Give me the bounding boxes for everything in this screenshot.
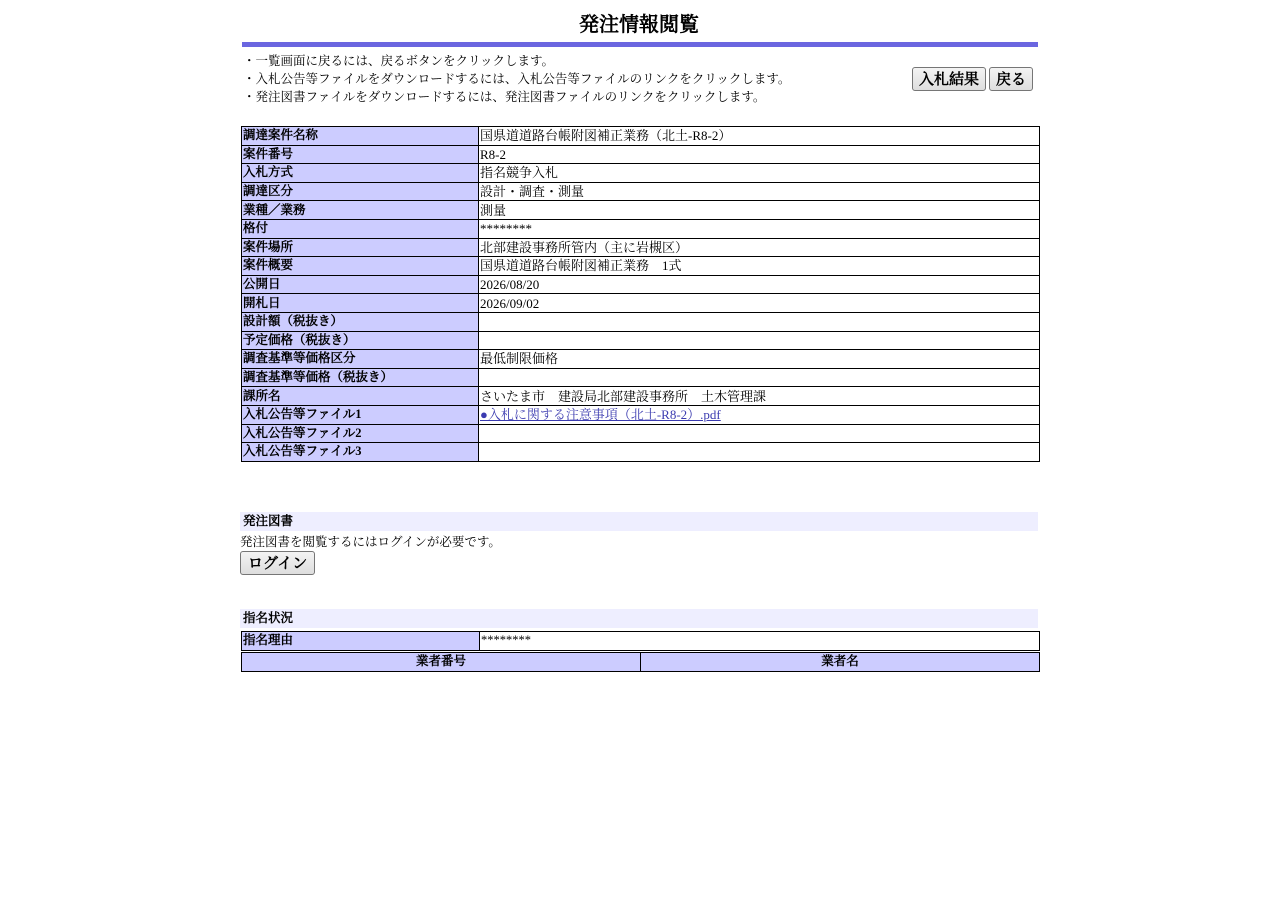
row-value <box>479 424 1040 443</box>
instructions <box>243 52 790 106</box>
order-docs-header: 発注図書 <box>240 512 1038 531</box>
row-label: 課所名 <box>242 387 479 406</box>
case-info-table <box>241 126 1040 462</box>
nomination-header: 指名状況 <box>240 609 1038 628</box>
nomination-reason-value: ******** <box>480 632 1040 651</box>
row-value: 最低制限価格 <box>479 350 1040 369</box>
row-value: 指名競争入札 <box>479 164 1040 183</box>
row-value <box>479 331 1040 350</box>
row-label: 調査基準等価格区分 <box>242 350 479 369</box>
table-row <box>242 294 1040 313</box>
row-value: 設計・調査・測量 <box>479 182 1040 201</box>
row-label: 案件場所 <box>242 238 479 257</box>
instruction-line: ・一覧画面に戻るには、戻るボタンをクリックします。 <box>243 53 555 68</box>
row-label: 調達案件名称 <box>242 127 479 146</box>
table-header-row <box>242 653 1040 672</box>
table-row <box>242 127 1040 146</box>
table-row <box>242 275 1040 294</box>
row-value: さいたま市 建設局北部建設事務所 土木管理課 <box>479 387 1040 406</box>
row-label: 設計額（税抜き） <box>242 312 479 331</box>
table-row <box>242 164 1040 183</box>
row-label: 公開日 <box>242 275 479 294</box>
table-row <box>242 145 1040 164</box>
row-value: 国県道道路台帳附図補正業務 1式 <box>479 257 1040 276</box>
table-row <box>242 312 1040 331</box>
row-value <box>479 405 1040 424</box>
table-row <box>242 443 1040 462</box>
row-label: 案件概要 <box>242 257 479 276</box>
table-row <box>242 424 1040 443</box>
table-row <box>242 182 1040 201</box>
row-value: 2026/09/02 <box>479 294 1040 313</box>
instruction-line: ・入札公告等ファイルをダウンロードするには、入札公告等ファイルのリンクをクリックします。 <box>243 71 791 86</box>
row-label: 入札公告等ファイル3 <box>242 443 479 462</box>
row-value <box>479 368 1040 387</box>
row-label: 案件番号 <box>242 145 479 164</box>
table-row <box>242 201 1040 220</box>
row-value: R8-2 <box>479 145 1040 164</box>
login-button[interactable]: ログイン <box>240 551 315 575</box>
row-value: 測量 <box>479 201 1040 220</box>
row-value <box>479 443 1040 462</box>
column-header-vendor-name: 業者名 <box>641 653 1040 672</box>
row-value: 国県道道路台帳附図補正業務（北土-R8-2） <box>479 127 1040 146</box>
table-row <box>242 632 1040 651</box>
top-button-group <box>912 67 1033 91</box>
table-row <box>242 331 1040 350</box>
table-row <box>242 387 1040 406</box>
page-title: 発注情報閲覧 <box>579 12 699 36</box>
row-label: 調査基準等価格（税抜き） <box>242 368 479 387</box>
row-value <box>479 312 1040 331</box>
row-label: 格付 <box>242 219 479 238</box>
row-label: 入札方式 <box>242 164 479 183</box>
instruction-line: ・発注図書ファイルをダウンロードするには、発注図書ファイルのリンクをクリックします。 <box>243 89 766 104</box>
row-value: ******** <box>479 219 1040 238</box>
column-header-vendor-number: 業者番号 <box>242 653 641 672</box>
bid-result-button[interactable]: 入札結果 <box>912 67 986 91</box>
login-required-message: 発注図書を閲覧するにはログインが必要です。 <box>240 534 501 549</box>
title-divider <box>242 42 1038 47</box>
row-label: 業種／業務 <box>242 201 479 220</box>
notice-file-link-1[interactable]: ●入札に関する注意事項（北土-R8-2）.pdf <box>480 407 721 423</box>
table-row <box>242 257 1040 276</box>
nomination-reason-label: 指名理由 <box>242 632 480 651</box>
back-button[interactable]: 戻る <box>989 67 1033 91</box>
table-row <box>242 238 1040 257</box>
table-row <box>242 350 1040 369</box>
row-value: 北部建設事務所管内（主に岩槻区） <box>479 238 1040 257</box>
vendor-table <box>241 652 1040 672</box>
nomination-reason-table <box>241 631 1040 651</box>
row-label: 予定価格（税抜き） <box>242 331 479 350</box>
table-row <box>242 219 1040 238</box>
row-label: 入札公告等ファイル2 <box>242 424 479 443</box>
table-row <box>242 368 1040 387</box>
row-value: 2026/08/20 <box>479 275 1040 294</box>
row-label: 開札日 <box>242 294 479 313</box>
row-label: 入札公告等ファイル1 <box>242 405 479 424</box>
row-label: 調達区分 <box>242 182 479 201</box>
table-row <box>242 405 1040 424</box>
